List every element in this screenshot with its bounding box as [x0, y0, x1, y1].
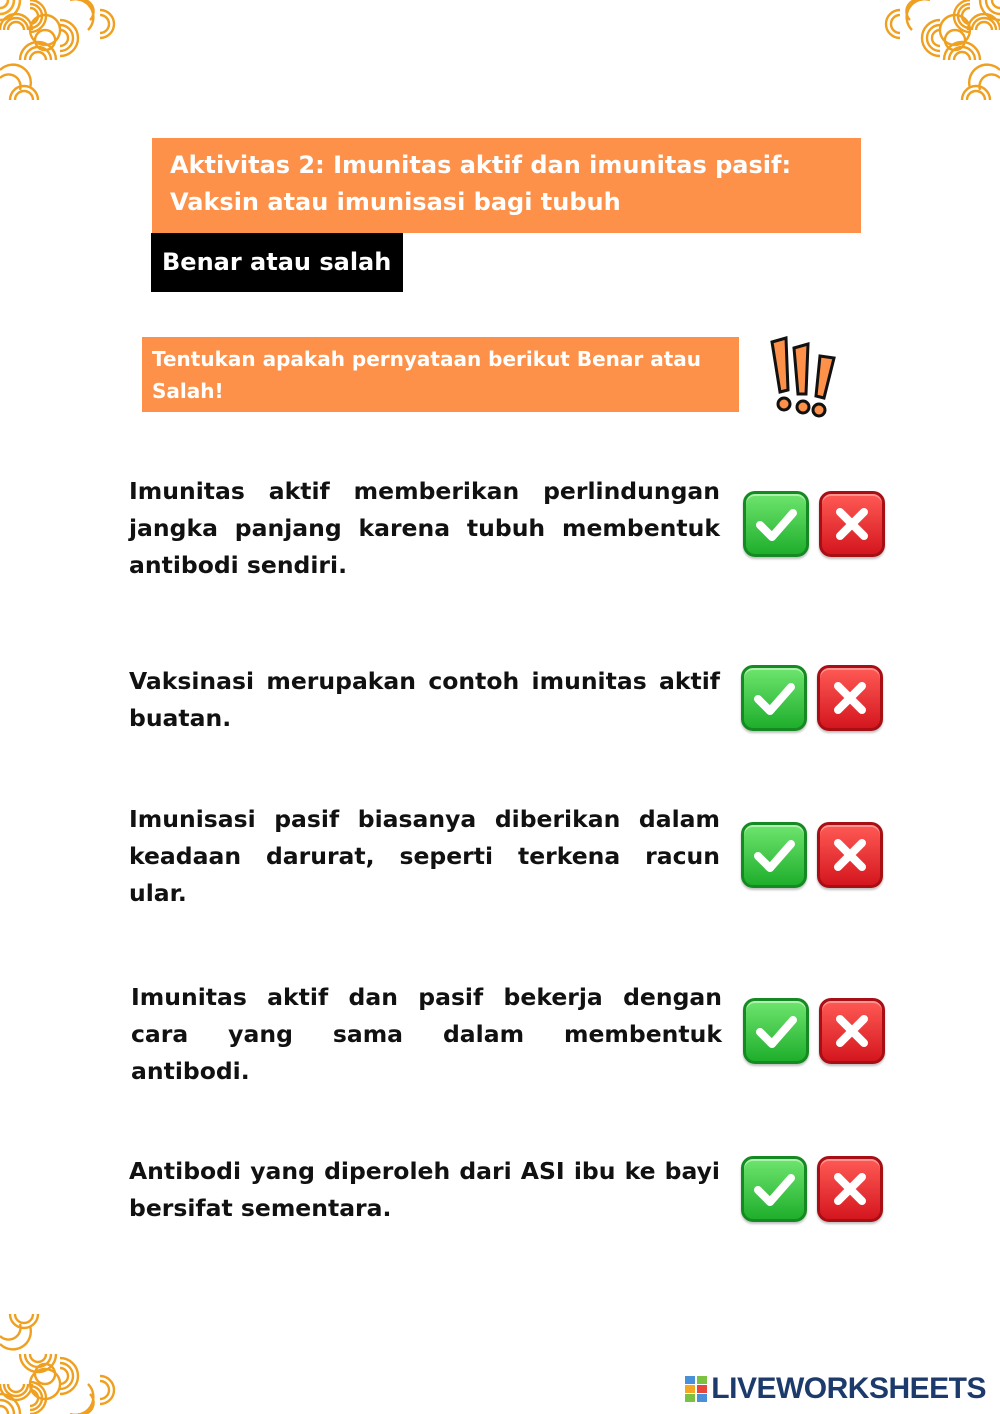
liveworksheets-brand: LIVEWORKSHEETS	[711, 1372, 986, 1405]
true-button-1[interactable]	[743, 491, 809, 557]
statement-2	[129, 663, 720, 737]
false-button-4[interactable]	[819, 998, 885, 1064]
cross-icon	[822, 1001, 882, 1061]
statement-5-line-1: Antibodi yang diperoleh dari ASI ibu ke bayi	[129, 1157, 720, 1185]
liveworksheets-logo	[685, 1372, 986, 1406]
cross-icon	[820, 825, 880, 885]
checkmark-icon	[744, 1159, 804, 1219]
liveworksheets-blocks-icon	[685, 1376, 707, 1402]
statement-1-line-2: jangka panjang karena tubuh membentuk	[129, 514, 720, 542]
answer-buttons-3	[741, 822, 883, 888]
answer-buttons-4	[743, 998, 885, 1064]
true-button-2[interactable]	[741, 665, 807, 731]
true-button-4[interactable]	[743, 998, 809, 1064]
checkmark-icon	[744, 668, 804, 728]
exclamation-marks-icon	[764, 334, 846, 418]
corner-ornament-top-left	[0, 0, 118, 118]
false-button-2[interactable]	[817, 665, 883, 731]
statement-5-line-2: bersifat sementara.	[129, 1194, 392, 1222]
answer-buttons-1	[743, 491, 885, 557]
false-button-3[interactable]	[817, 822, 883, 888]
statement-4-line-1: Imunitas aktif dan pasif bekerja dengan	[131, 983, 722, 1011]
false-button-5[interactable]	[817, 1156, 883, 1222]
answer-buttons-2	[741, 665, 883, 731]
statement-1-line-3: antibodi sendiri.	[129, 551, 348, 579]
statement-3-line-2: keadaan darurat, seperti terkena racun	[129, 842, 720, 870]
statement-3	[129, 801, 720, 912]
instruction-box	[142, 337, 739, 412]
activity-subtitle: Benar atau salah	[151, 233, 403, 292]
checkmark-icon	[746, 494, 806, 554]
statement-5	[129, 1153, 720, 1227]
cross-icon	[820, 668, 880, 728]
activity-title-box	[152, 138, 861, 233]
statement-1	[129, 473, 720, 584]
checkmark-icon	[746, 1001, 806, 1061]
true-button-5[interactable]	[741, 1156, 807, 1222]
corner-ornament-bottom-left	[0, 1296, 118, 1414]
checkmark-icon	[744, 825, 804, 885]
statement-2-line-2: buatan.	[129, 704, 232, 732]
statement-4	[131, 979, 722, 1090]
activity-title-line-2: Vaksin atau imunisasi bagi tubuh	[170, 188, 621, 216]
statement-4-line-3: antibodi.	[131, 1057, 250, 1085]
instruction-line-2: Salah!	[152, 379, 224, 403]
statement-1-line-1: Imunitas aktif memberikan perlindungan	[129, 477, 720, 505]
statement-4-line-2: cara yang sama dalam membentuk	[131, 1020, 722, 1048]
statement-3-line-3: ular.	[129, 879, 187, 907]
false-button-1[interactable]	[819, 491, 885, 557]
corner-ornament-top-right	[882, 0, 1000, 118]
activity-title-line-1: Aktivitas 2: Imunitas aktif dan imunitas pasif:	[170, 151, 792, 179]
cross-icon	[820, 1159, 880, 1219]
instruction-line-1: Tentukan apakah pernyataan berikut Benar atau	[152, 347, 701, 371]
statement-3-line-1: Imunisasi pasif biasanya diberikan dalam	[129, 805, 720, 833]
cross-icon	[822, 494, 882, 554]
answer-buttons-5	[741, 1156, 883, 1222]
statement-2-line-1: Vaksinasi merupakan contoh imunitas aktif	[129, 667, 720, 695]
true-button-3[interactable]	[741, 822, 807, 888]
